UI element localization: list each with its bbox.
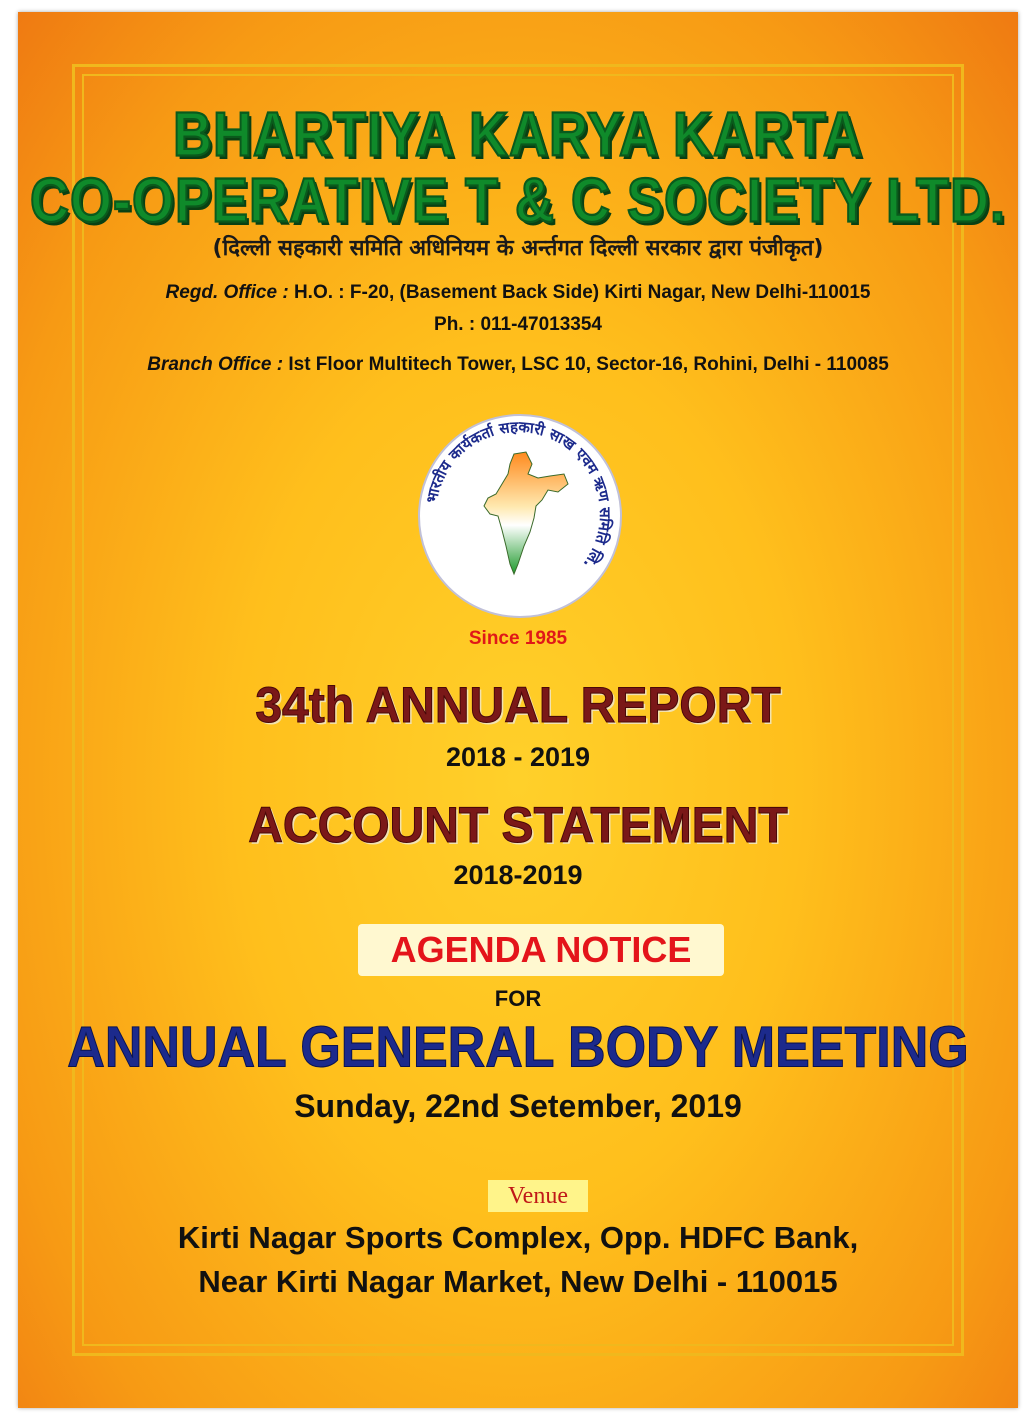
for-label: FOR bbox=[494, 986, 542, 1011]
regd-office-label: Regd. Office : bbox=[165, 282, 289, 303]
logo-ring-text bbox=[418, 414, 618, 614]
branch-office bbox=[18, 354, 1018, 376]
branch-office-address: Ist Floor Multitech Tower, LSC 10, Sector-16, Rohini, Delhi - 110085 bbox=[288, 354, 889, 375]
regd-office-address: H.O. : F-20, (Basement Back Side) Kirti Nagar, New Delhi-110015 bbox=[293, 282, 871, 303]
india-map-icon bbox=[484, 452, 568, 574]
registration-note-hindi: (दिल्ली सहकारी समिति अधिनियम के अर्न्तगत दिल्ली सरकार द्वारा पंजीकृत) bbox=[212, 236, 824, 261]
regd-office bbox=[18, 282, 1018, 304]
account-statement-title: ACCOUNT STATEMENT bbox=[248, 797, 788, 854]
society-name-line2: CO-OPERATIVE T & C SOCIETY LTD. bbox=[29, 166, 1007, 236]
venue-address-line1: Kirti Nagar Sports Complex, Opp. HDFC Bank, bbox=[177, 1220, 859, 1255]
since-year: Since 1985 bbox=[468, 628, 568, 649]
logo-ring-hindi-text: भारतीय कार्यकर्ता सहकारी साख एवम ऋण समिति लि. bbox=[422, 417, 615, 573]
branch-office-label: Branch Office : bbox=[147, 354, 284, 375]
annual-report-year: 2018 - 2019 bbox=[445, 742, 591, 772]
meeting-date: Sunday, 22nd Setember, 2019 bbox=[294, 1088, 742, 1124]
agenda-notice-badge: AGENDA NOTICE bbox=[358, 924, 724, 976]
society-name-line1: BHARTIYA KARYA KARTA bbox=[172, 100, 864, 170]
report-cover bbox=[18, 12, 1018, 1408]
phone-number: Ph. : 011-47013354 bbox=[434, 314, 602, 335]
venue-label: Venue bbox=[488, 1180, 588, 1212]
venue-address-line2: Near Kirti Nagar Market, New Delhi - 110015 bbox=[198, 1264, 838, 1299]
meeting-title: ANNUAL GENERAL BODY MEETING bbox=[67, 1016, 969, 1080]
annual-report-title: 34th ANNUAL REPORT bbox=[255, 677, 781, 734]
society-logo bbox=[418, 408, 618, 658]
account-statement-year: 2018-2019 bbox=[453, 860, 583, 890]
